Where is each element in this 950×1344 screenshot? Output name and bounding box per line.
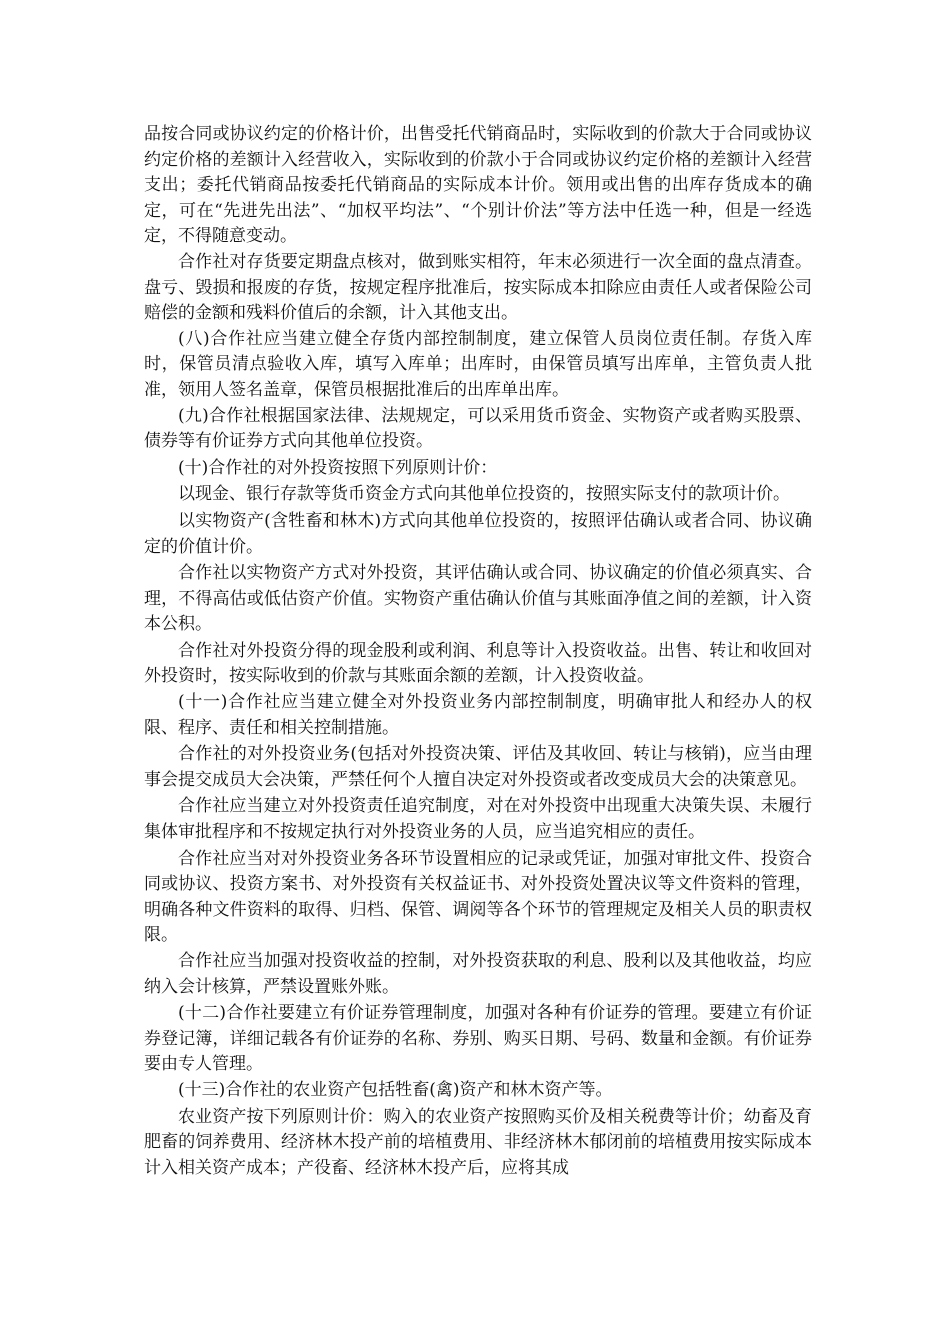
paragraph-16: (十三)合作社的农业资产包括牲畜(禽)资产和林木资产等。 xyxy=(178,1079,613,1100)
paragraph-5: (十)合作社的对外投资按照下列原则计价： xyxy=(178,457,498,478)
paragraph-12: 合作社应当建立对外投资责任追究制度，对在对外投资中出现重大决策失误、未履行集体审批程序和不按规定执行对外投资业务的人员，应当追究相应的责任。 xyxy=(144,796,812,843)
paragraph-1: 品按合同或协议约定的价格计价，出售受托代销商品时，实际收到的价款大于合同或协议约定价格的差额计入经营收入，实际收到的价款小于合同或协议约定价格的差额计入经营支出；委托代销商品按委托代销商品的实际成本计价。领用或出售的出库存货成本的确定，可在“先进先出法”、“加权平均法”、“个别计价法”等方法中任选一种，但是一经选定，不得随意变动。 xyxy=(144,124,812,247)
paragraph-10: (十一)合作社应当建立健全对外投资业务内部控制制度，明确审批人和经办人的权限、程序、责任和相关控制措施。 xyxy=(144,692,812,738)
paragraph-17: 农业资产按下列原则计价：购入的农业资产按照购买价及相关税费等计价；幼畜及育肥畜的饲养费用、经济林木投产前的培植费用、非经济林木郁闭前的培植费用按实际成本计入相关资产成本；产役畜、经济林木投产后，应将其成 xyxy=(144,1106,812,1178)
paragraph-4: (九)合作社根据国家法律、法规规定，可以采用货币资金、实物资产或者购买股票、债券等有价证券方式向其他单位投资。 xyxy=(144,405,812,452)
paragraph-14: 合作社应当加强对投资收益的控制，对外投资获取的利息、股利以及其他收益，均应纳入会计核算，严禁设置账外账。 xyxy=(144,951,812,997)
paragraph-13: 合作社应当对对外投资业务各环节设置相应的记录或凭证，加强对审批文件、投资合同或协议、投资方案书、对外投资有关权益证书、对外投资处置决议等文件资料的管理，明确各种文件资料的取得、归档、保管、调阅等各个环节的管理规定及相关人员的职责权限。 xyxy=(144,848,812,946)
document-page xyxy=(144,122,812,1181)
paragraph-2: 合作社对存货要定期盘点核对，做到账实相符，年末必须进行一次全面的盘点清查。盘亏、毁损和报废的存货，按规定程序批准后，按实际成本扣除应由责任人或者保险公司赔偿的金额和残料价值后的余额，计入其他支出。 xyxy=(144,251,812,324)
paragraph-8: 合作社以实物资产方式对外投资，其评估确认或合同、协议确定的价值必须真实、合理，不得高估或低估资产价值。实物资产重估确认价值与其账面净值之间的差额，计入资本公积。 xyxy=(144,563,812,635)
paragraph-15: (十二)合作社要建立有价证券管理制度，加强对各种有价证券的管理。要建立有价证券登记簿，详细记载各有价证券的名称、券别、购买日期、号码、数量和金额。有价证券要由专人管理。 xyxy=(144,1003,812,1075)
paragraph-3: (八)合作社应当建立健全存货内部控制制度，建立保管人员岗位责任制。存货入库时，保管员清点验收入库，填写入库单；出库时，由保管员填写出库单，主管负责人批准，领用人签名盖章，保管员根据批准后的出库单出库。 xyxy=(144,328,812,400)
paragraph-9: 合作社对外投资分得的现金股利或利润、利息等计入投资收益。出售、转让和收回对外投资时，按实际收到的价款与其账面余额的差额，计入投资收益。 xyxy=(144,640,812,687)
paragraph-7: 以实物资产(含牲畜和林木)方式向其他单位投资的，按照评估确认或者合同、协议确定的价值计价。 xyxy=(144,510,812,557)
paragraph-6: 以现金、银行存款等货币资金方式向其他单位投资的，按照实际支付的款项计价。 xyxy=(178,484,790,505)
paragraph-11: 合作社的对外投资业务(包括对外投资决策、评估及其收回、转让与核销)，应当由理事会提交成员大会决策，严禁任何个人擅自决定对外投资或者改变成员大会的决策意见。 xyxy=(144,744,812,790)
